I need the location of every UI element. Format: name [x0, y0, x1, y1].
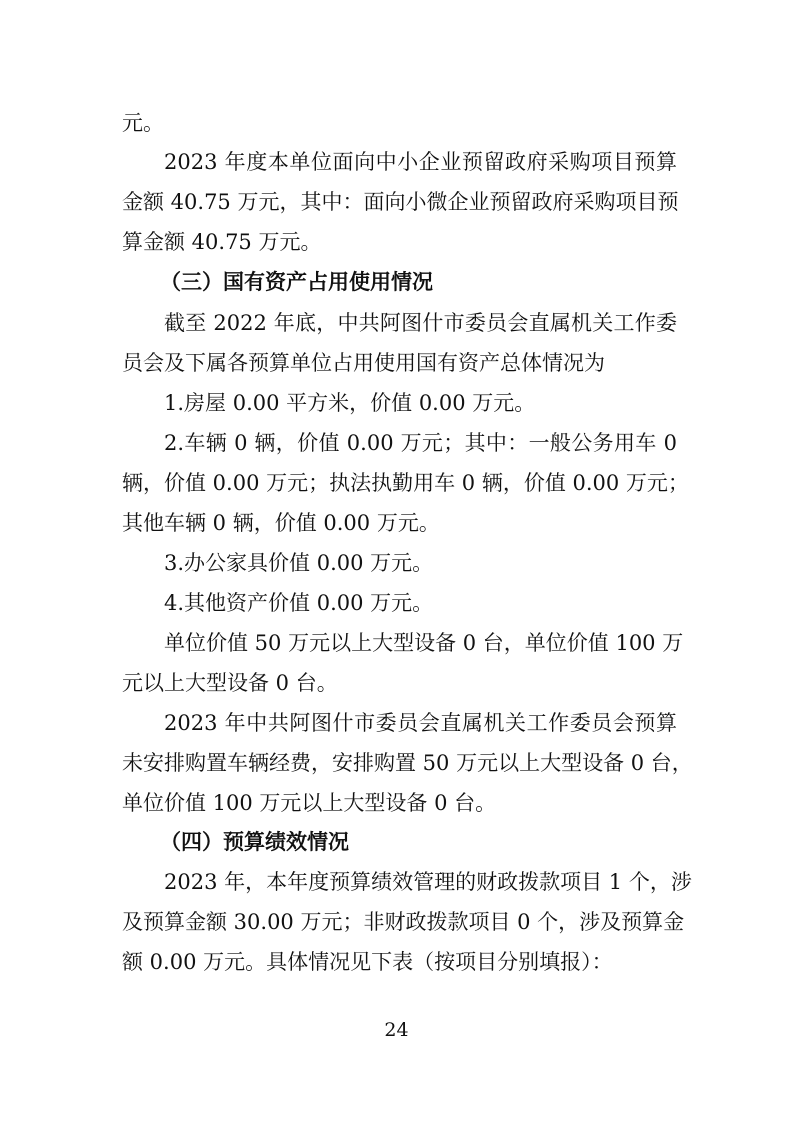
section-heading: （三）国有资产占用使用情况 — [160, 270, 433, 294]
paragraph-line: 单位价值 50 万元以上大型设备 0 台，单位价值 100 万 — [164, 631, 684, 655]
paragraph-line: 2023 年中共阿图什市委员会直属机关工作委员会预算 — [164, 711, 677, 735]
paragraph-line: 2023 年，本年度预算绩效管理的财政拨款项目 1 个，涉 — [164, 870, 692, 894]
paragraph-line: 辆，价值 0.00 万元；执法执勤用车 0 辆，价值 0.00 万元； — [122, 471, 689, 495]
paragraph-line: 4.其他资产价值 0.00 万元。 — [164, 591, 434, 615]
paragraph-line: 2.车辆 0 辆，价值 0.00 万元；其中：一般公务用车 0 — [164, 431, 677, 455]
section-heading: （四）预算绩效情况 — [160, 830, 349, 854]
paragraph-line: 元。 — [122, 111, 164, 135]
paragraph-line: 单位价值 100 万元以上大型设备 0 台。 — [122, 791, 497, 815]
paragraph-line: 截至 2022 年底，中共阿图什市委员会直属机关工作委 — [164, 311, 677, 335]
paragraph-line: 员会及下属各预算单位占用使用国有资产总体情况为 — [122, 351, 605, 375]
paragraph-line: 未安排购置车辆经费，安排购置 50 万元以上大型设备 0 台， — [122, 751, 693, 775]
paragraph-line: 额 0.00 万元。具体情况见下表（按项目分别填报）： — [122, 950, 613, 974]
paragraph-line: 金额 40.75 万元，其中：面向小微企业预留政府采购项目预 — [122, 190, 679, 214]
paragraph-line: 其他车辆 0 辆，价值 0.00 万元。 — [122, 511, 440, 535]
paragraph-line: 1.房屋 0.00 平方米，价值 0.00 万元。 — [164, 391, 536, 415]
paragraph-line: 2023 年度本单位面向中小企业预留政府采购项目预算 — [164, 150, 677, 174]
paragraph-line: 元以上大型设备 0 台。 — [122, 671, 338, 695]
paragraph-line: 及预算金额 30.00 万元；非财政拨款项目 0 个，涉及预算金 — [122, 910, 685, 934]
page-number: 24 — [384, 1019, 409, 1041]
paragraph-line: 3.办公家具价值 0.00 万元。 — [164, 551, 434, 575]
paragraph-line: 算金额 40.75 万元。 — [122, 230, 322, 254]
